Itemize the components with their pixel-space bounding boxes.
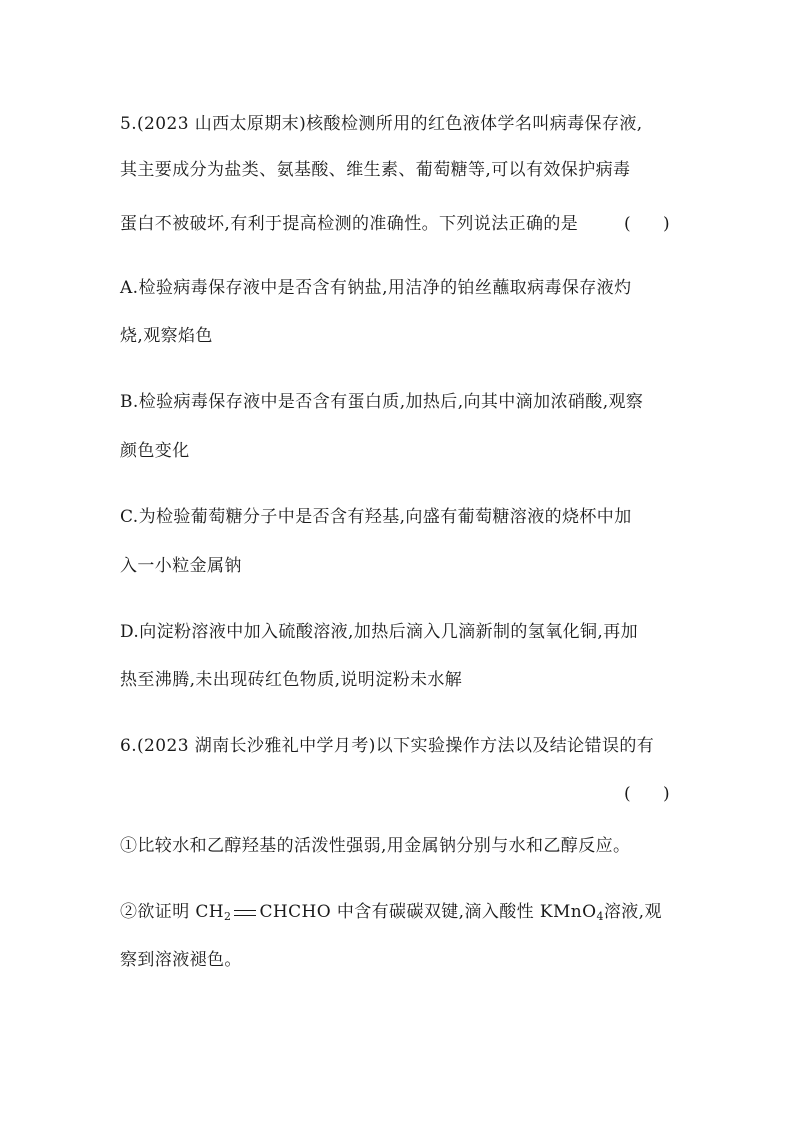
q6-answer-parentheses: ( ) xyxy=(624,784,670,804)
formula-subscript-4: 4 xyxy=(596,910,604,923)
q5-option-c-line-2: 入一小粒金属钠 xyxy=(120,556,242,576)
formula-subscript-2: 2 xyxy=(224,910,232,923)
q6-item-2-line-1 xyxy=(120,900,662,924)
q5-option-a-line-1: A.检验病毒保存液中是否含有钠盐,用洁净的铂丝蘸取病毒保存液灼 xyxy=(120,278,632,298)
q6-item-2-line-2: 察到溶液褪色。 xyxy=(120,950,242,970)
q6-item-2-prefix: ②欲证明 CH xyxy=(120,902,225,922)
q5-option-b-line-1: B.检验病毒保存液中是否含有蛋白质,加热后,向其中滴加浓硝酸,观察 xyxy=(120,392,644,412)
q6-stem-line-1: 6.(2023 湖南长沙雅礼中学月考)以下实验操作方法以及结论错误的有 xyxy=(120,736,655,756)
q5-stem-line-3: 蛋白不被破坏,有利于提高检测的准确性。下列说法正确的是 xyxy=(120,214,579,234)
q5-answer-parentheses: ( ) xyxy=(624,214,670,234)
q5-option-b-line-2: 颜色变化 xyxy=(120,441,190,461)
q5-stem-line-2: 其主要成分为盐类、氨基酸、维生素、葡萄糖等,可以有效保护病毒 xyxy=(120,160,631,180)
q5-stem-line-1: 5.(2023 山西太原期末)核酸检测所用的红色液体学名叫病毒保存液, xyxy=(120,114,643,134)
q6-item-2-suffix: 溶液,观 xyxy=(603,902,662,922)
q6-item-1: ①比较水和乙醇羟基的活泼性强弱,用金属钠分别与水和乙醇反应。 xyxy=(120,836,631,856)
q5-option-d-line-2: 热至沸腾,未出现砖红色物质,说明淀粉未水解 xyxy=(120,670,463,690)
q5-option-c-line-1: C.为检验葡萄糖分子中是否含有羟基,向盛有葡萄糖溶液的烧杯中加 xyxy=(120,507,632,527)
double-bond-symbol xyxy=(234,910,256,916)
q6-item-2-middle: CHCHO 中含有碳碳双键,滴入酸性 KMnO xyxy=(259,902,597,922)
q5-option-d-line-1: D.向淀粉溶液中加入硫酸溶液,加热后滴入几滴新制的氢氧化铜,再加 xyxy=(120,622,639,642)
q5-option-a-line-2: 烧,观察焰色 xyxy=(120,326,213,346)
